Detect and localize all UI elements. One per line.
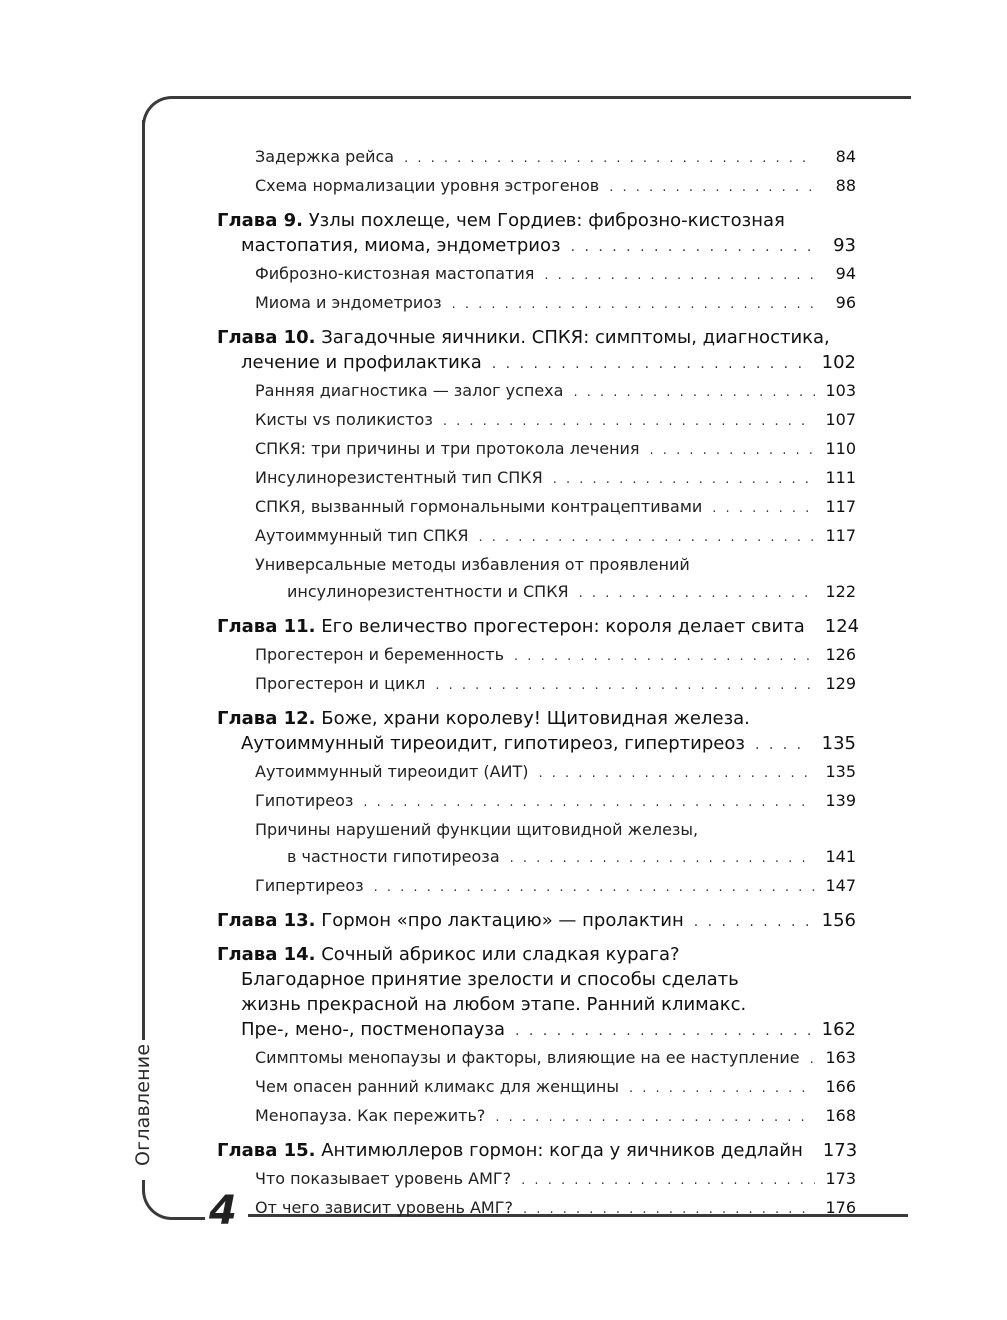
toc-entry[interactable]: От чего зависит уровень АМГ? . . . 176: [217, 1194, 856, 1223]
toc-entry[interactable]: Схема нормализации уровня эстрогенов . . . 88: [217, 172, 856, 201]
page-ref: 88: [835, 176, 856, 195]
toc-entry[interactable]: Аутоиммунный тиреоидит (АИТ) . . . 135: [217, 758, 856, 787]
toc-entry[interactable]: Гипертиреоз . . . 147: [217, 872, 856, 901]
table-of-contents: [217, 143, 860, 1223]
chapter-11[interactable]: Глава 11. Его величество прогестерон: короля делает свита 124: [217, 616, 860, 637]
chapter-9[interactable]: Глава 9. Узлы похлеще, чем Гордиев: фиброзно-кистозная мастопатия, миома, эндометриоз . . . 93: [217, 208, 856, 260]
chapter-15[interactable]: Глава 15. Антимюллеров гормон: когда у яичников дедлайн 173: [217, 1140, 858, 1161]
toc-entry[interactable]: Ранняя диагностика — залог успеха . . . 103: [217, 377, 856, 406]
toc-entry[interactable]: Инсулинорезистентный тип СПКЯ . . . 111: [217, 464, 856, 493]
toc-entry[interactable]: Кисты vs поликистоз . . . 107: [217, 406, 856, 435]
section-side-label: Оглавление: [132, 1043, 154, 1166]
toc-entry[interactable]: Фиброзно-кистозная мастопатия . . . 94: [217, 260, 856, 289]
toc-entry[interactable]: СПКЯ, вызванный гормональными контрацептивами . . . 117: [217, 493, 856, 522]
chapter-10[interactable]: Глава 10. Загадочные яичники. СПКЯ: симптомы, диагностика, лечение и профилактика . . . 102: [217, 325, 856, 377]
page-ref: 84: [835, 147, 856, 166]
page-ref: 93: [833, 235, 856, 256]
frame-bottom-left-corner: [142, 1180, 205, 1220]
toc-entry[interactable]: Симптомы менопаузы и факторы, влияющие на ее наступление . . . 163: [217, 1044, 856, 1073]
chapter-13[interactable]: Глава 13. Гормон «про лактацию» — пролактин . . . 156: [217, 908, 856, 935]
toc-entry[interactable]: Миома и эндометриоз . . . 96: [217, 289, 856, 318]
toc-entry[interactable]: Прогестерон и беременность . . . 126: [217, 641, 856, 670]
toc-entry[interactable]: Что показывает уровень АМГ? . . . 173: [217, 1165, 856, 1194]
page-number: 4: [209, 1188, 237, 1234]
toc-entry[interactable]: Прогестерон и цикл . . . 129: [217, 670, 856, 699]
toc-entry[interactable]: Чем опасен ранний климакс для женщины . . . 166: [217, 1073, 856, 1102]
chapter-12[interactable]: Глава 12. Боже, храни королеву! Щитовидная железа. Аутоиммунный тиреоидит, гипотиреоз, гипертиреоз . . . 135: [217, 706, 856, 758]
chapter-14[interactable]: Глава 14. Сочный абрикос или сладкая курага? Благодарное принятие зрелости и способы сделать жизнь прекрасной на любом этапе. Ранний климакс. Пре-, мено-, постменопауза . . . 162: [217, 942, 856, 1044]
toc-entry[interactable]: Гипотиреоз . . . 139: [217, 787, 856, 816]
toc-entry[interactable]: Задержка рейса . . . 84: [217, 143, 856, 172]
frame-top-border: [142, 96, 911, 129]
toc-entry-multiline[interactable]: Причины нарушений функции щитовидной железы, в частности гипотиреоза . . . 141: [217, 816, 856, 872]
toc-entry[interactable]: Менопауза. Как пережить? . . . 168: [217, 1102, 856, 1131]
toc-entry[interactable]: СПКЯ: три причины и три протокола лечения . . . 110: [217, 435, 856, 464]
toc-entry-multiline[interactable]: Универсальные методы избавления от проявлений инсулинорезистентности и СПКЯ . . . 122: [217, 551, 856, 607]
toc-entry[interactable]: Аутоиммунный тип СПКЯ . . . 117: [217, 522, 856, 551]
frame-left-border: [142, 120, 145, 1040]
